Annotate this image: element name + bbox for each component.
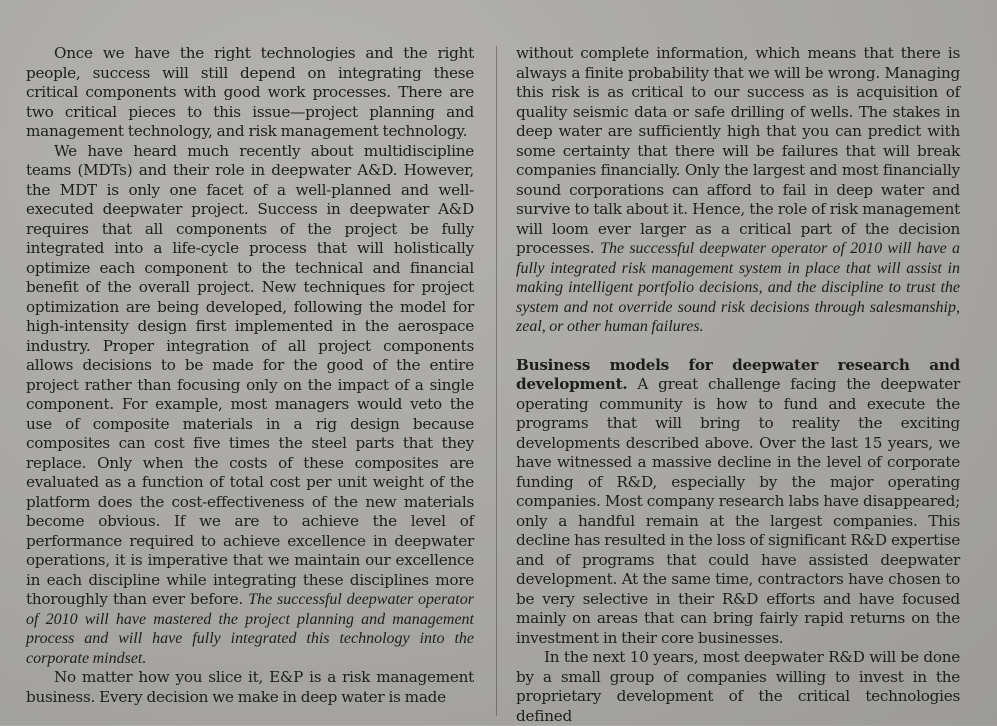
- paragraph-mdt: [26, 142, 474, 669]
- paragraph-mdt-text: We have heard much recently about multidiscipline teams (MDTs) and their role in deepwater A&D. However, the MDT is only one facet of a well-planned and well-executed deepwater project. Success in deepwater A&D requires that all components of the project be fully integrated into a life-cycle process that will holistically optimize each component to the technical and financial benefit of the overall project. New techniques for project optimization are being developed, following the model for high-intensity design first implemented in the aerospace industry. Proper integration of all project components allows decisions to be made for the good of the entire project rather than focusing only on the impact of a single component. For example, most managers would veto the use of composite materials in a rig design because composites can cost five times the steel parts that they replace. Only when the costs of these composites are evaluated as a function of total cost per unit weight of the platform does the cost-effectiveness of the new materials become obvious. If we are to achieve the level of performance required to achieve excellence in deepwater operations, it is imperative that we maintain our excellence in each discipline while integrating these disciplines more thoroughly than ever before.: [26, 141, 474, 608]
- paragraph-risk-intro: No matter how you slice it, E&P is a risk management business. Every decision we make in deep water is made: [26, 668, 474, 706]
- paragraph-next-decade: In the next 10 years, most deepwater R&D will be done by a small group of companies willing to invest in the proprietary development of the critical technologies defined: [516, 648, 960, 725]
- section-heading: Business models for deepwater research and development.: [516, 355, 960, 393]
- paragraph-business-text: A great challenge facing the deepwater operating community is how to fund and execute the programs that will bring to reality the exciting developments described above. Over the last 15 years, we have witnessed a massive decline in the level of corporate funding of R&D, especially by the major operating companies. Most company research labs have disappeared; only a handful remain at the largest companies. This decline has resulted in the loss of significant R&D expertise and of programs that could have assisted deepwater development. At the same time, contractors have chosen to be very selective in their R&D efforts and have focused mainly on areas that can bring fairly rapid returns on the investment in their core businesses.: [516, 375, 960, 647]
- paragraph-business-models: [516, 356, 960, 649]
- paragraph-integration: Once we have the right technologies and the right people, success will still depend on integrating these critical components with good work processes. There are two critical pieces to this issue—project planning and management technology, and risk management technology.: [26, 44, 474, 140]
- right-column: [516, 44, 960, 726]
- paragraph-mdt-emphasis: The successful deepwater operator of 2010 will have mastered the project planning and management process and will have fully integrated this technology into the corporate mindset.: [26, 591, 474, 667]
- column-divider: [496, 46, 497, 716]
- left-column: [26, 44, 474, 707]
- paragraph-risk-continued: [516, 44, 960, 337]
- paragraph-risk-emphasis: The successful deepwater operator of 2010 will have a fully integrated risk management system in place that will assist in making intelligent portfolio decisions, and the discipline to trust the system and not override sound risk decisions through salesmanship, zeal, or other human failures.: [516, 240, 960, 335]
- paragraph-risk-text: without complete information, which means that there is always a finite probability that we will be wrong. Managing this risk is as critical to our success as is acquisition of quality seismic data or safe drilling of wells. The stakes in deep water are sufficiently high that you can predict with some certainty that there will be failures that will break companies financially. Only the largest and most financially sound corporations can afford to fail in deep water and survive to talk about it. Hence, the role of risk management will loom ever larger as a critical part of the decision processes.: [516, 44, 960, 257]
